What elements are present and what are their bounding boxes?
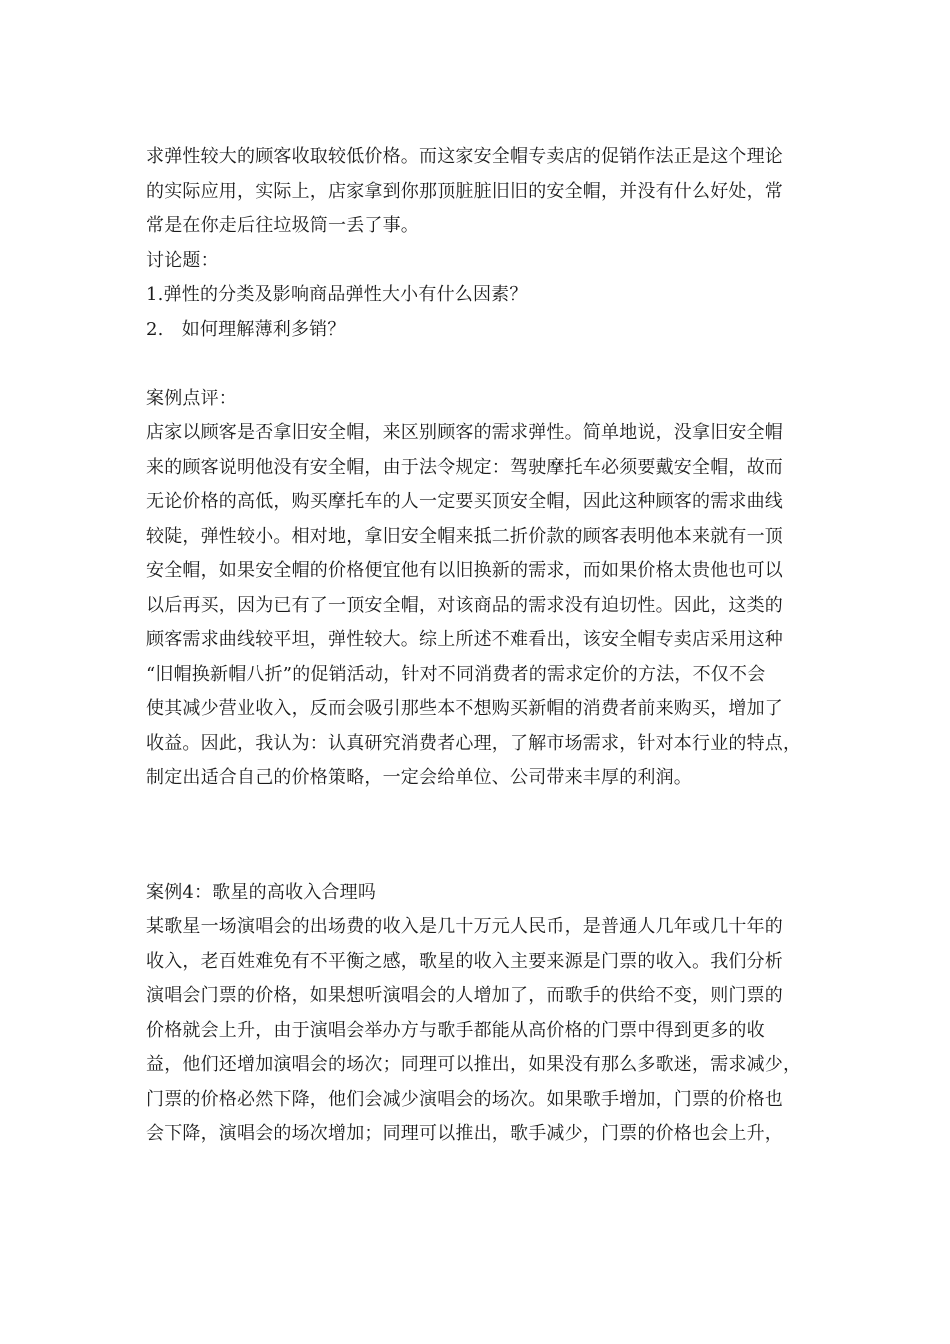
review-heading: 案例点评： <box>146 387 237 409</box>
text-line: 门票的价格必然下降，他们会减少演唱会的场次。如果歌手增加，门票的价格也 <box>146 1088 783 1110</box>
review-section <box>146 382 816 796</box>
text-line: 使其减少营业收入，反而会吸引那些本不想购买新帽的消费者前来购买，增加了 <box>146 698 783 719</box>
case4-heading: 案例4：歌星的高收入合理吗 <box>146 881 377 903</box>
text-line: 会下降，演唱会的场次增加；同理可以推出，歌手减少，门票的价格也会上升， <box>146 1123 783 1144</box>
text-line: 的实际应用，实际上，店家拿到你那顶脏脏旧旧的安全帽，并没有什么好处，常 <box>146 180 783 202</box>
discussion-question: 1.弹性的分类及影响商品弹性大小有什么因素？ <box>146 284 528 305</box>
spacer <box>146 796 816 876</box>
text-line: 顾客需求曲线较平坦，弹性较大。综上所述不难看出，该安全帽专卖店采用这种 <box>146 629 783 650</box>
spacer <box>146 347 816 382</box>
discussion-heading: 讨论题： <box>146 249 219 271</box>
text-line: 来的顾客说明他没有安全帽，由于法令规定：驾驶摩托车必须要戴安全帽，故而 <box>146 456 783 478</box>
text-line: 收益。因此，我认为：认真研究消费者心理，了解市场需求，针对本行业的特点， <box>146 732 802 754</box>
case4-section <box>146 876 816 1152</box>
text-line: 制定出适合自己的价格策略，一定会给单位、公司带来丰厚的利润。 <box>146 767 692 788</box>
text-line: 求弹性较大的顾客收取较低价格。而这家安全帽专卖店的促销作法正是这个理论 <box>146 146 783 167</box>
text-line: 价格就会上升，由于演唱会举办方与歌手都能从高价格的门票中得到更多的收 <box>146 1019 765 1041</box>
text-line: 演唱会门票的价格，如果想听演唱会的人增加了，而歌手的供给不变，则门票的 <box>146 985 783 1006</box>
discussion-section <box>146 244 816 348</box>
text-line: 店家以顾客是否拿旧安全帽，来区别顾客的需求弹性。简单地说，没拿旧安全帽 <box>146 422 783 443</box>
intro-paragraph <box>146 140 816 244</box>
text-line: 无论价格的高低，购买摩托车的人一定要买顶安全帽，因此这种顾客的需求曲线 <box>146 491 783 512</box>
text-line: 较陡，弹性较小。相对地，拿旧安全帽来抵二折价款的顾客表明他本来就有一顶 <box>146 525 783 547</box>
discussion-question: 2. 如何理解薄利多销？ <box>146 318 346 340</box>
text-line: 以后再买，因为已有了一顶安全帽，对该商品的需求没有迫切性。因此，这类的 <box>146 594 783 616</box>
text-line: 常是在你走后往垃圾筒一丢了事。 <box>146 215 419 236</box>
text-line: 益，他们还增加演唱会的场次；同理可以推出，如果没有那么多歌迷，需求减少， <box>146 1054 802 1075</box>
text-line: 安全帽，如果安全帽的价格便宜他有以旧换新的需求，而如果价格太贵他也可以 <box>146 560 783 581</box>
text-line: 某歌星一场演唱会的出场费的收入是几十万元人民币，是普通人几年或几十年的 <box>146 916 783 937</box>
text-line: “旧帽换新帽八折”的促销活动，针对不同消费者的需求定价的方法，不仅不会 <box>146 663 766 685</box>
document-page <box>146 140 816 1152</box>
text-line: 收入，老百姓难免有不平衡之感，歌星的收入主要来源是门票的收入。我们分析 <box>146 950 783 972</box>
